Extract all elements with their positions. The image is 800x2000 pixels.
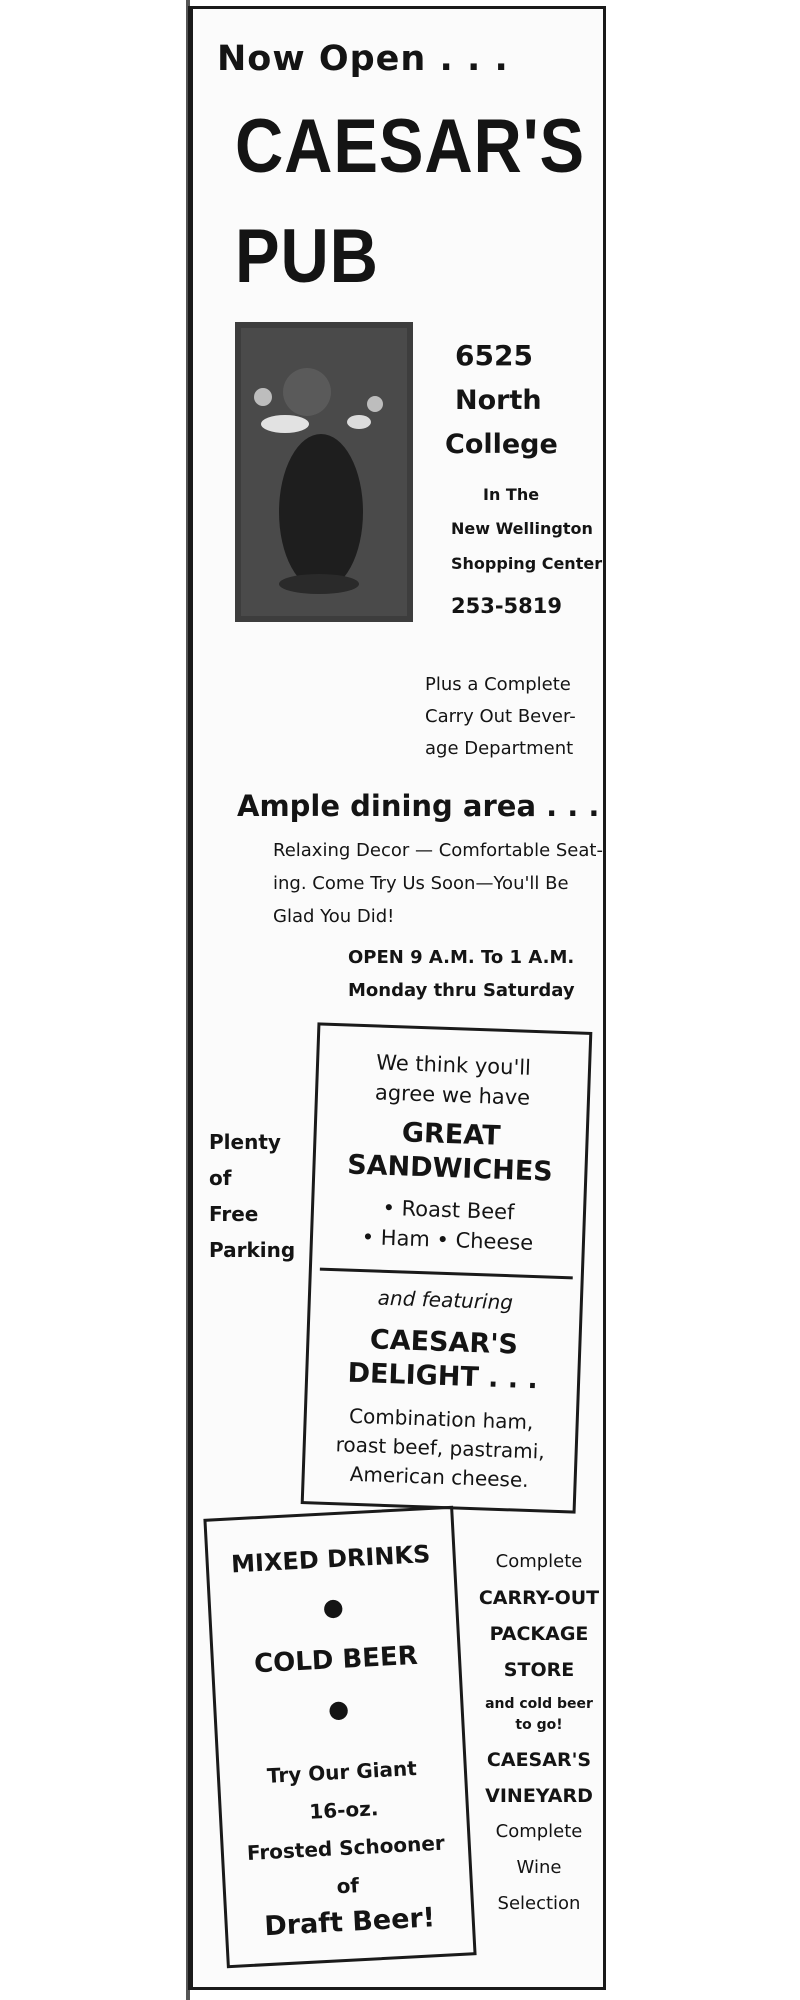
carry-out-department-note: Plus a Complete Carry Out Bever- age Department — [425, 674, 576, 759]
address-new-wellington: New Wellington — [451, 519, 593, 538]
bullet-dot: ● — [321, 1592, 345, 1622]
opening-hours: OPEN 9 A.M. To 1 A.M. Monday thru Saturday — [348, 947, 575, 1001]
wine-label: Wine — [516, 1857, 562, 1878]
dining-heading: Ample dining area . . . — [237, 789, 600, 823]
package-store-column — [475, 1544, 603, 1922]
title-pub: PUB — [235, 214, 379, 299]
sandwich-items: • Roast Beef • Ham • Cheese — [361, 1195, 534, 1256]
vineyard-label: VINEYARD — [485, 1785, 593, 1807]
sandwiches-heading: GREAT SANDWICHES — [346, 1117, 554, 1188]
cold-beer-label: COLD BEER — [253, 1640, 419, 1680]
title-caesars: CAESAR'S — [235, 104, 585, 189]
sandwiches-divider — [320, 1268, 573, 1280]
phone-number: 253-5819 — [451, 594, 562, 618]
headline-now-open: Now Open . . . — [217, 39, 509, 79]
address-in-the: In The — [483, 485, 540, 504]
bullet-dot: ● — [327, 1694, 350, 1724]
address-number: 6525 — [455, 339, 533, 372]
sandwiches-box — [301, 1022, 593, 1513]
address-shopping-center: Shopping Center — [451, 554, 603, 573]
package-store-complete: Complete — [495, 1551, 583, 1572]
mixed-drinks-label: MIXED DRINKS — [230, 1540, 431, 1579]
address-street-north: North — [455, 385, 542, 416]
caesars-delight-description: Combination ham, roast beef, pastrami, American cheese. — [335, 1403, 546, 1492]
featuring-label: and featuring — [377, 1285, 514, 1315]
package-store-package: PACKAGE — [489, 1623, 589, 1645]
caesar-figure-image — [235, 322, 413, 622]
package-store-carry-out: CARRY-OUT — [478, 1587, 600, 1609]
caesar-figure-illustration — [235, 322, 413, 622]
draft-beer-label: Draft Beer! — [263, 1902, 436, 1943]
vineyard-caesars: CAESAR'S — [486, 1749, 592, 1771]
caesars-delight-heading: CAESAR'S DELIGHT . . . — [347, 1324, 539, 1396]
caesars-pub-advertisement — [188, 6, 606, 1990]
cold-beer-to-go: and cold beer to go! — [485, 1696, 593, 1733]
sandwiches-intro: We think you'll agree we have — [374, 1050, 532, 1110]
drinks-box — [203, 1506, 476, 1968]
dining-description: Relaxing Decor — Comfortable Seat- ing. Come Try Us Soon—You'll Be Glad You Did! — [273, 840, 603, 927]
wine-selection: Selection — [497, 1893, 581, 1914]
address-street-college: College — [445, 429, 558, 460]
free-parking-note: Plenty of Free Parking — [209, 1130, 296, 1262]
wine-complete: Complete — [495, 1821, 583, 1842]
schooner-offer: Try Our Giant 16-oz. Frosted Schooner of — [246, 1756, 446, 1899]
package-store-store: STORE — [503, 1659, 575, 1681]
